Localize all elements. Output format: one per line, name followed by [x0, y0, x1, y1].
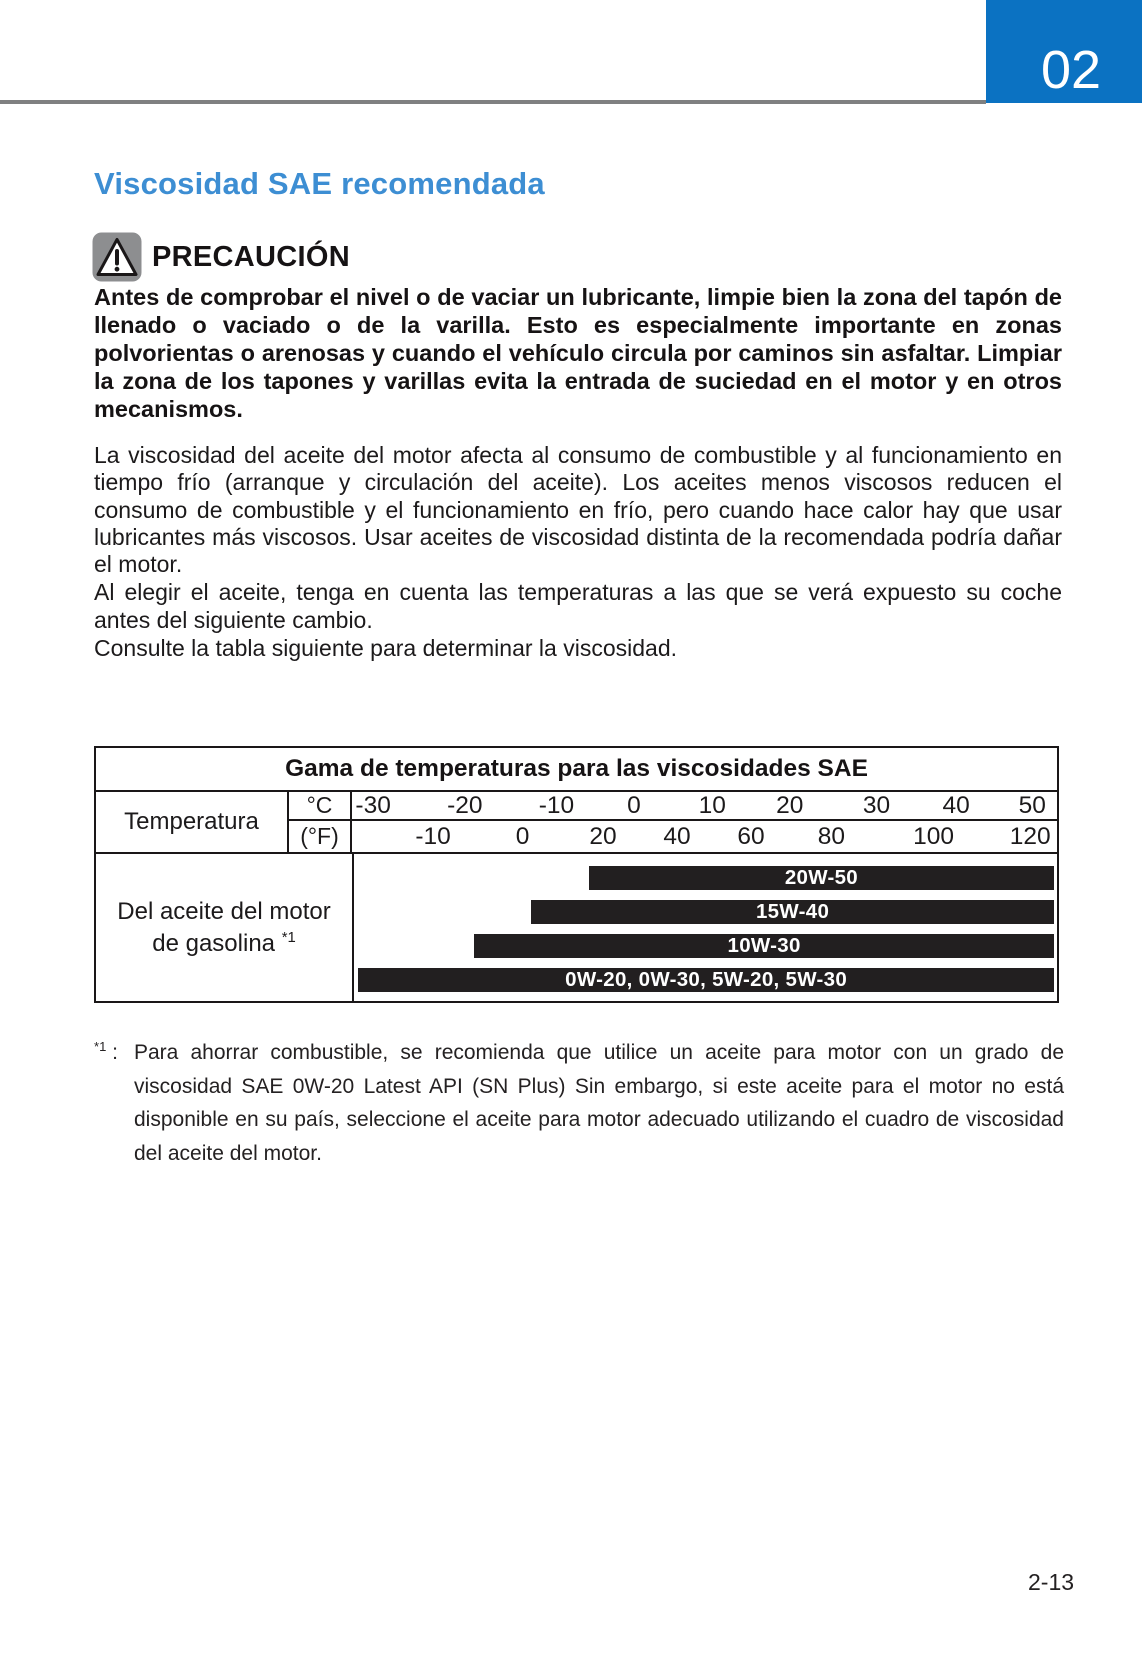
- scale-tick: -10: [415, 822, 451, 850]
- chapter-number: 02: [1040, 40, 1102, 100]
- bars-row-header: [96, 854, 354, 1001]
- chapter-number-badge: [986, 0, 1142, 103]
- paragraph-viscosity: La viscosidad del aceite del motor afecta al consumo de combustible y al funcionamiento en tiempo frío (arranque y circulación del aceite). Los aceites menos viscosos reducen el consumo de combustible y el funcionamiento en frío, pero cuando hace calor hay que usar lubricantes más viscosos. Usar aceites de viscosidad distinta de la recomendada podría dañar el motor.: [94, 442, 1062, 578]
- celsius-scale: [352, 792, 1057, 819]
- viscosity-bar: 15W-40: [531, 900, 1054, 924]
- header-rule: [0, 100, 986, 104]
- footnote-marker: *1: [94, 1039, 107, 1054]
- scale-tick: 10: [698, 791, 726, 819]
- scale-tick: 60: [737, 822, 765, 850]
- scale-tick: 30: [862, 791, 891, 819]
- scale-tick: 50: [1018, 791, 1046, 819]
- sae-viscosity-table: [94, 746, 1059, 1003]
- paragraph-consult-table: Consulte la tabla siguiente para determinar la viscosidad.: [94, 635, 677, 662]
- paragraph-choose-oil: Al elegir el aceite, tenga en cuenta las temperaturas a las que se verá expuesto su coche antes del siguiente cambio.: [94, 579, 1062, 633]
- scale-tick: 120: [1009, 822, 1051, 850]
- viscosity-bars: [354, 854, 1057, 1001]
- caution-header: [92, 232, 350, 282]
- caution-title: PRECAUCIÓN: [152, 240, 350, 273]
- scale-tick: 20: [589, 822, 617, 850]
- scale-tick: 80: [817, 822, 846, 850]
- fahrenheit-row: [289, 821, 1057, 852]
- caution-body-text: Antes de comprobar el nivel o de vaciar un lubricante, limpie bien la zona del tapón de llenado o vaciado o de la varilla. Esto es especialmente importante en zonas polvorientas o arenosas y cuando el vehículo circula por caminos sin asfaltar. Limpiar la zona de los tapones y varillas evita la entrada de suciedad en el motor y en otros mecanismos.: [94, 284, 1062, 422]
- temperature-scale-rows: [96, 792, 1057, 854]
- scale-tick: -10: [538, 791, 575, 819]
- scale-tick: 40: [942, 791, 970, 819]
- fahrenheit-scale: [352, 821, 1057, 852]
- scale-tick: 0: [627, 791, 641, 819]
- scale-tick: 0: [515, 822, 530, 850]
- page-title: Viscosidad SAE recomendada: [94, 166, 545, 201]
- scale-tick: 100: [913, 822, 955, 850]
- table-title: Gama de temperaturas para las viscosidades SAE: [96, 748, 1057, 792]
- bars-row-footnote-marker: *1: [281, 929, 296, 946]
- bars-row-label-line2: de gasolina: [152, 929, 276, 957]
- scale-tick: -30: [355, 791, 391, 819]
- scale-tick: -20: [447, 791, 483, 819]
- celsius-row: [289, 792, 1057, 821]
- footnote-colon: :: [112, 1041, 118, 1064]
- fahrenheit-unit-label: (°F): [289, 821, 352, 852]
- viscosity-bar: 20W-50: [589, 866, 1054, 890]
- page-number: 2-13: [1028, 1569, 1075, 1595]
- celsius-unit-label: °C: [289, 792, 352, 819]
- viscosity-bars-row: [96, 854, 1057, 1001]
- scale-tick: 20: [776, 791, 804, 819]
- viscosity-bar: 10W-30: [474, 934, 1054, 958]
- footnote-text: Para ahorrar combustible, se recomienda que utilice un aceite para motor con un grado de viscosidad SAE 0W-20 Latest API (SN Plus) Sin embargo, si este aceite para el motor no está disponible en su país, seleccione el aceite para motor adecuado utilizando el cuadro de viscosidad del aceite del motor.: [134, 1041, 1064, 1165]
- viscosity-bar: 0W-20, 0W-30, 5W-20, 5W-30: [358, 968, 1054, 992]
- bars-row-label-line1: Del aceite del motor: [117, 897, 331, 925]
- warning-triangle-icon: [92, 232, 142, 282]
- body-paragraphs: [94, 442, 1062, 662]
- footnote: [94, 1036, 1064, 1170]
- temperature-row-header: Temperatura: [96, 792, 289, 852]
- scale-tick: 40: [663, 822, 691, 850]
